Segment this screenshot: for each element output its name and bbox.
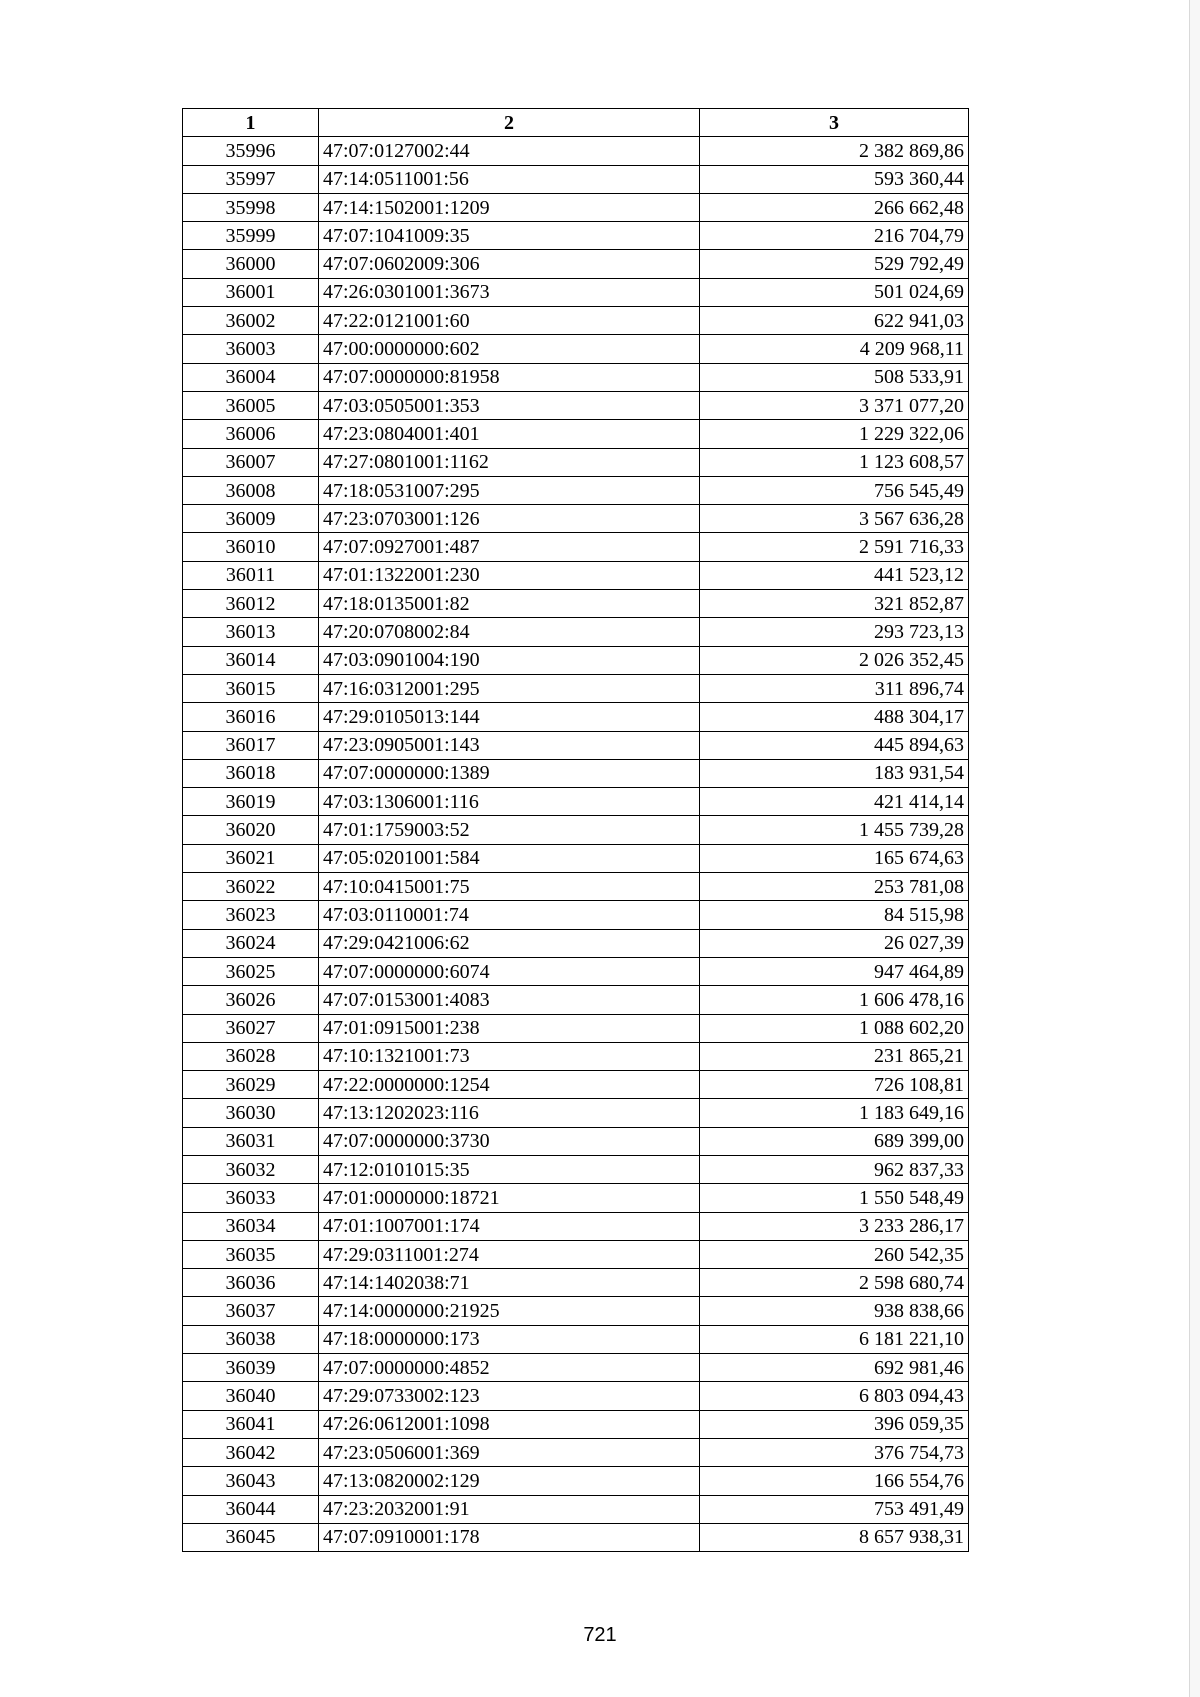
value-cell: 692 981,46 — [700, 1354, 969, 1382]
cadastral-number-cell: 47:07:0000000:6074 — [319, 957, 700, 985]
row-number-cell: 36026 — [183, 986, 319, 1014]
table-row — [183, 1410, 969, 1438]
cadastral-number-cell: 47:07:0910001:178 — [319, 1523, 700, 1551]
table-row — [183, 1071, 969, 1099]
value-cell: 84 515,98 — [700, 901, 969, 929]
page-edge — [1189, 0, 1200, 1697]
table-row — [183, 448, 969, 476]
row-number-cell: 36045 — [183, 1523, 319, 1551]
row-number-cell: 36015 — [183, 674, 319, 702]
cadastral-number-cell: 47:18:0135001:82 — [319, 590, 700, 618]
row-number-cell: 36008 — [183, 476, 319, 504]
value-cell: 216 704,79 — [700, 222, 969, 250]
cadastral-number-cell: 47:27:0801001:1162 — [319, 448, 700, 476]
table-row — [183, 1354, 969, 1382]
row-number-cell: 36042 — [183, 1438, 319, 1466]
row-number-cell: 36013 — [183, 618, 319, 646]
table-row — [183, 278, 969, 306]
row-number-cell: 36029 — [183, 1071, 319, 1099]
row-number-cell: 36040 — [183, 1382, 319, 1410]
cadastral-number-cell: 47:00:0000000:602 — [319, 335, 700, 363]
table-row — [183, 1212, 969, 1240]
table-row — [183, 759, 969, 787]
row-number-cell: 35996 — [183, 137, 319, 165]
value-cell: 421 414,14 — [700, 788, 969, 816]
cadastral-number-cell: 47:23:0804001:401 — [319, 420, 700, 448]
value-cell: 529 792,49 — [700, 250, 969, 278]
row-number-cell: 36017 — [183, 731, 319, 759]
row-number-cell: 36003 — [183, 335, 319, 363]
page-number: 721 — [583, 1624, 617, 1646]
row-number-cell: 36036 — [183, 1269, 319, 1297]
cadastral-number-cell: 47:16:0312001:295 — [319, 674, 700, 702]
value-cell: 1 455 739,28 — [700, 816, 969, 844]
row-number-cell: 36014 — [183, 646, 319, 674]
row-number-cell: 36035 — [183, 1240, 319, 1268]
row-number-cell: 36016 — [183, 703, 319, 731]
header-row — [183, 109, 969, 137]
table-row — [183, 986, 969, 1014]
row-number-cell: 36041 — [183, 1410, 319, 1438]
cadastral-number-cell: 47:07:0602009:306 — [319, 250, 700, 278]
value-cell: 1 550 548,49 — [700, 1184, 969, 1212]
row-number-cell: 35998 — [183, 193, 319, 221]
cadastral-number-cell: 47:03:0901004:190 — [319, 646, 700, 674]
row-number-cell: 36019 — [183, 788, 319, 816]
table-row — [183, 1127, 969, 1155]
value-cell: 689 399,00 — [700, 1127, 969, 1155]
table-row — [183, 137, 969, 165]
cadastral-number-cell: 47:23:0703001:126 — [319, 505, 700, 533]
table-row — [183, 1438, 969, 1466]
table-row — [183, 420, 969, 448]
table-row — [183, 1269, 969, 1297]
table-row — [183, 844, 969, 872]
cadastral-number-cell: 47:03:1306001:116 — [319, 788, 700, 816]
row-number-cell: 36030 — [183, 1099, 319, 1127]
value-cell: 3 567 636,28 — [700, 505, 969, 533]
row-number-cell: 36020 — [183, 816, 319, 844]
cadastral-number-cell: 47:07:0000000:1389 — [319, 759, 700, 787]
row-number-cell: 36018 — [183, 759, 319, 787]
row-number-cell: 36021 — [183, 844, 319, 872]
row-number-cell: 36012 — [183, 590, 319, 618]
table-row — [183, 873, 969, 901]
table-row — [183, 1325, 969, 1353]
value-cell: 266 662,48 — [700, 193, 969, 221]
value-cell: 3 233 286,17 — [700, 1212, 969, 1240]
cadastral-number-cell: 47:12:0101015:35 — [319, 1155, 700, 1183]
row-number-cell: 36037 — [183, 1297, 319, 1325]
table-row — [183, 505, 969, 533]
row-number-cell: 36043 — [183, 1467, 319, 1495]
table-row — [183, 1099, 969, 1127]
value-cell: 6 181 221,10 — [700, 1325, 969, 1353]
cadastral-number-cell: 47:14:1502001:1209 — [319, 193, 700, 221]
row-number-cell: 36031 — [183, 1127, 319, 1155]
row-number-cell: 36007 — [183, 448, 319, 476]
table-row — [183, 1240, 969, 1268]
value-cell: 26 027,39 — [700, 929, 969, 957]
value-cell: 622 941,03 — [700, 307, 969, 335]
row-number-cell: 36033 — [183, 1184, 319, 1212]
value-cell: 726 108,81 — [700, 1071, 969, 1099]
row-number-cell: 36024 — [183, 929, 319, 957]
cadastral-number-cell: 47:18:0000000:173 — [319, 1325, 700, 1353]
data-table — [182, 108, 969, 1552]
cadastral-number-cell: 47:22:0000000:1254 — [319, 1071, 700, 1099]
cadastral-number-cell: 47:01:1007001:174 — [319, 1212, 700, 1240]
cadastral-number-cell: 47:18:0531007:295 — [319, 476, 700, 504]
value-cell: 6 803 094,43 — [700, 1382, 969, 1410]
cadastral-number-cell: 47:10:0415001:75 — [319, 873, 700, 901]
cadastral-number-cell: 47:20:0708002:84 — [319, 618, 700, 646]
table-row — [183, 816, 969, 844]
row-number-cell: 35997 — [183, 165, 319, 193]
value-cell: 445 894,63 — [700, 731, 969, 759]
table-row — [183, 590, 969, 618]
cadastral-number-cell: 47:22:0121001:60 — [319, 307, 700, 335]
cadastral-number-cell: 47:14:0000000:21925 — [319, 1297, 700, 1325]
cadastral-number-cell: 47:23:0905001:143 — [319, 731, 700, 759]
table-row — [183, 1382, 969, 1410]
cadastral-number-cell: 47:03:0110001:74 — [319, 901, 700, 929]
cadastral-number-cell: 47:26:0301001:3673 — [319, 278, 700, 306]
value-cell: 756 545,49 — [700, 476, 969, 504]
value-cell: 1 088 602,20 — [700, 1014, 969, 1042]
cadastral-number-cell: 47:01:0915001:238 — [319, 1014, 700, 1042]
row-number-cell: 36023 — [183, 901, 319, 929]
cadastral-number-cell: 47:29:0311001:274 — [319, 1240, 700, 1268]
table-row — [183, 222, 969, 250]
value-cell: 253 781,08 — [700, 873, 969, 901]
value-cell: 1 123 608,57 — [700, 448, 969, 476]
table-row — [183, 335, 969, 363]
value-cell: 231 865,21 — [700, 1042, 969, 1070]
cadastral-number-cell: 47:14:1402038:71 — [319, 1269, 700, 1297]
value-cell: 396 059,35 — [700, 1410, 969, 1438]
cadastral-number-cell: 47:07:0000000:3730 — [319, 1127, 700, 1155]
value-cell: 260 542,35 — [700, 1240, 969, 1268]
value-cell: 8 657 938,31 — [700, 1523, 969, 1551]
table-row — [183, 618, 969, 646]
value-cell: 1 229 322,06 — [700, 420, 969, 448]
cadastral-number-cell: 47:01:1322001:230 — [319, 561, 700, 589]
row-number-cell: 36011 — [183, 561, 319, 589]
table-row — [183, 731, 969, 759]
value-cell: 2 382 869,86 — [700, 137, 969, 165]
row-number-cell: 36039 — [183, 1354, 319, 1382]
value-cell: 165 674,63 — [700, 844, 969, 872]
value-cell: 2 591 716,33 — [700, 533, 969, 561]
cadastral-number-cell: 47:23:0506001:369 — [319, 1438, 700, 1466]
cadastral-number-cell: 47:29:0421006:62 — [319, 929, 700, 957]
value-cell: 593 360,44 — [700, 165, 969, 193]
cadastral-number-cell: 47:23:2032001:91 — [319, 1495, 700, 1523]
value-cell: 441 523,12 — [700, 561, 969, 589]
cadastral-number-cell: 47:10:1321001:73 — [319, 1042, 700, 1070]
table-row — [183, 561, 969, 589]
value-cell: 4 209 968,11 — [700, 335, 969, 363]
value-cell: 183 931,54 — [700, 759, 969, 787]
table-header — [183, 109, 969, 137]
table-row — [183, 1184, 969, 1212]
row-number-cell: 36038 — [183, 1325, 319, 1353]
table-row — [183, 363, 969, 391]
table-row — [183, 193, 969, 221]
value-cell: 311 896,74 — [700, 674, 969, 702]
cadastral-number-cell: 47:05:0201001:584 — [319, 844, 700, 872]
value-cell: 3 371 077,20 — [700, 391, 969, 419]
value-cell: 947 464,89 — [700, 957, 969, 985]
value-cell: 488 304,17 — [700, 703, 969, 731]
row-number-cell: 36006 — [183, 420, 319, 448]
table-row — [183, 307, 969, 335]
value-cell: 1 606 478,16 — [700, 986, 969, 1014]
value-cell: 321 852,87 — [700, 590, 969, 618]
table-row — [183, 1155, 969, 1183]
table-row — [183, 901, 969, 929]
value-cell: 938 838,66 — [700, 1297, 969, 1325]
table-row — [183, 476, 969, 504]
table-row — [183, 165, 969, 193]
value-cell: 753 491,49 — [700, 1495, 969, 1523]
row-number-cell: 36032 — [183, 1155, 319, 1183]
cadastral-number-cell: 47:29:0733002:123 — [319, 1382, 700, 1410]
table-row — [183, 646, 969, 674]
value-cell: 1 183 649,16 — [700, 1099, 969, 1127]
table-row — [183, 250, 969, 278]
row-number-cell: 36005 — [183, 391, 319, 419]
table-row — [183, 533, 969, 561]
row-number-cell: 36044 — [183, 1495, 319, 1523]
column-header-3: 3 — [700, 109, 969, 137]
value-cell: 2 598 680,74 — [700, 1269, 969, 1297]
column-header-1: 1 — [183, 109, 319, 137]
cadastral-number-cell: 47:07:0000000:4852 — [319, 1354, 700, 1382]
row-number-cell: 36001 — [183, 278, 319, 306]
table-row — [183, 788, 969, 816]
cadastral-number-cell: 47:29:0105013:144 — [319, 703, 700, 731]
table-row — [183, 1523, 969, 1551]
table-row — [183, 1467, 969, 1495]
row-number-cell: 36022 — [183, 873, 319, 901]
value-cell: 376 754,73 — [700, 1438, 969, 1466]
table-row — [183, 957, 969, 985]
row-number-cell: 36002 — [183, 307, 319, 335]
row-number-cell: 36010 — [183, 533, 319, 561]
cadastral-number-cell: 47:07:1041009:35 — [319, 222, 700, 250]
cadastral-number-cell: 47:01:0000000:18721 — [319, 1184, 700, 1212]
cadastral-number-cell: 47:07:0000000:81958 — [319, 363, 700, 391]
table-body — [183, 137, 969, 1552]
table-row — [183, 674, 969, 702]
cadastral-number-cell: 47:13:1202023:116 — [319, 1099, 700, 1127]
row-number-cell: 36028 — [183, 1042, 319, 1070]
row-number-cell: 35999 — [183, 222, 319, 250]
value-cell: 501 024,69 — [700, 278, 969, 306]
cadastral-number-cell: 47:07:0127002:44 — [319, 137, 700, 165]
column-header-2: 2 — [319, 109, 700, 137]
row-number-cell: 36000 — [183, 250, 319, 278]
cadastral-number-cell: 47:13:0820002:129 — [319, 1467, 700, 1495]
cadastral-number-cell: 47:07:0153001:4083 — [319, 986, 700, 1014]
cadastral-number-cell: 47:26:0612001:1098 — [319, 1410, 700, 1438]
cadastral-number-cell: 47:01:1759003:52 — [319, 816, 700, 844]
table-row — [183, 929, 969, 957]
table-row — [183, 1014, 969, 1042]
table-row — [183, 1297, 969, 1325]
row-number-cell: 36009 — [183, 505, 319, 533]
value-cell: 166 554,76 — [700, 1467, 969, 1495]
value-cell: 962 837,33 — [700, 1155, 969, 1183]
row-number-cell: 36025 — [183, 957, 319, 985]
cadastral-number-cell: 47:07:0927001:487 — [319, 533, 700, 561]
row-number-cell: 36004 — [183, 363, 319, 391]
cadastral-number-cell: 47:03:0505001:353 — [319, 391, 700, 419]
value-cell: 293 723,13 — [700, 618, 969, 646]
table-row — [183, 703, 969, 731]
cadastral-number-cell: 47:14:0511001:56 — [319, 165, 700, 193]
table-row — [183, 1042, 969, 1070]
row-number-cell: 36034 — [183, 1212, 319, 1240]
table-row — [183, 391, 969, 419]
row-number-cell: 36027 — [183, 1014, 319, 1042]
value-cell: 2 026 352,45 — [700, 646, 969, 674]
value-cell: 508 533,91 — [700, 363, 969, 391]
table-row — [183, 1495, 969, 1523]
